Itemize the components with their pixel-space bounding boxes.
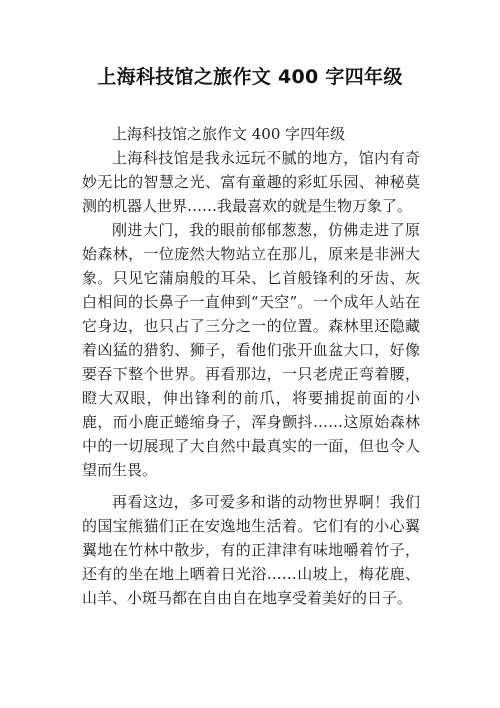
document-body bbox=[82, 122, 420, 610]
paragraph-heading: 上海科技馆之旅作文 400 字四年级 bbox=[112, 125, 346, 143]
document-title: 上海科技馆之旅作文 400 字四年级 bbox=[97, 66, 403, 88]
paragraph-panda: 再看这边，多可爱多和谐的动物世界啊！我们的国宝熊猫们正在安逸地生活着。它们有的小心翼翼地在竹林中散步，有的正津津有味地嚼着竹子，还有的坐在地上晒着日光浴……山坡上，梅花鹿、山羊、小斑马都在自由自在地享受着美好的日子。 bbox=[82, 493, 420, 607]
paragraph-intro: 上海科技馆是我永远玩不腻的地方，馆内有奇妙无比的智慧之光、富有童趣的彩虹乐园、神秘莫测的机器人世界……我最喜欢的就是生物万象了。 bbox=[82, 149, 420, 215]
paragraph-forest: 刚进大门，我的眼前郁郁葱葱，仿佛走进了原始森林，一位庞然大物站立在那儿，原来是非洲大象。只见它蒲扇般的耳朵、匕首般锋利的牙齿、灰白相间的长鼻子一直伸到“天空”。一个成年人站在它身边，也只占了三分之一的位置。森林里还隐藏着凶猛的猎豹、狮子，看他们张开血盆大口，好像要吞下整个世界。再看那边，一只老虎正弯着腰，瞪大双眼，伸出锋利的前爪，将要捕捉前面的小鹿，而小鹿正蜷缩身子，浑身颤抖……这原始森林中的一切展现了大自然中最真实的一面，但也令人望而生畏。 bbox=[82, 221, 420, 479]
